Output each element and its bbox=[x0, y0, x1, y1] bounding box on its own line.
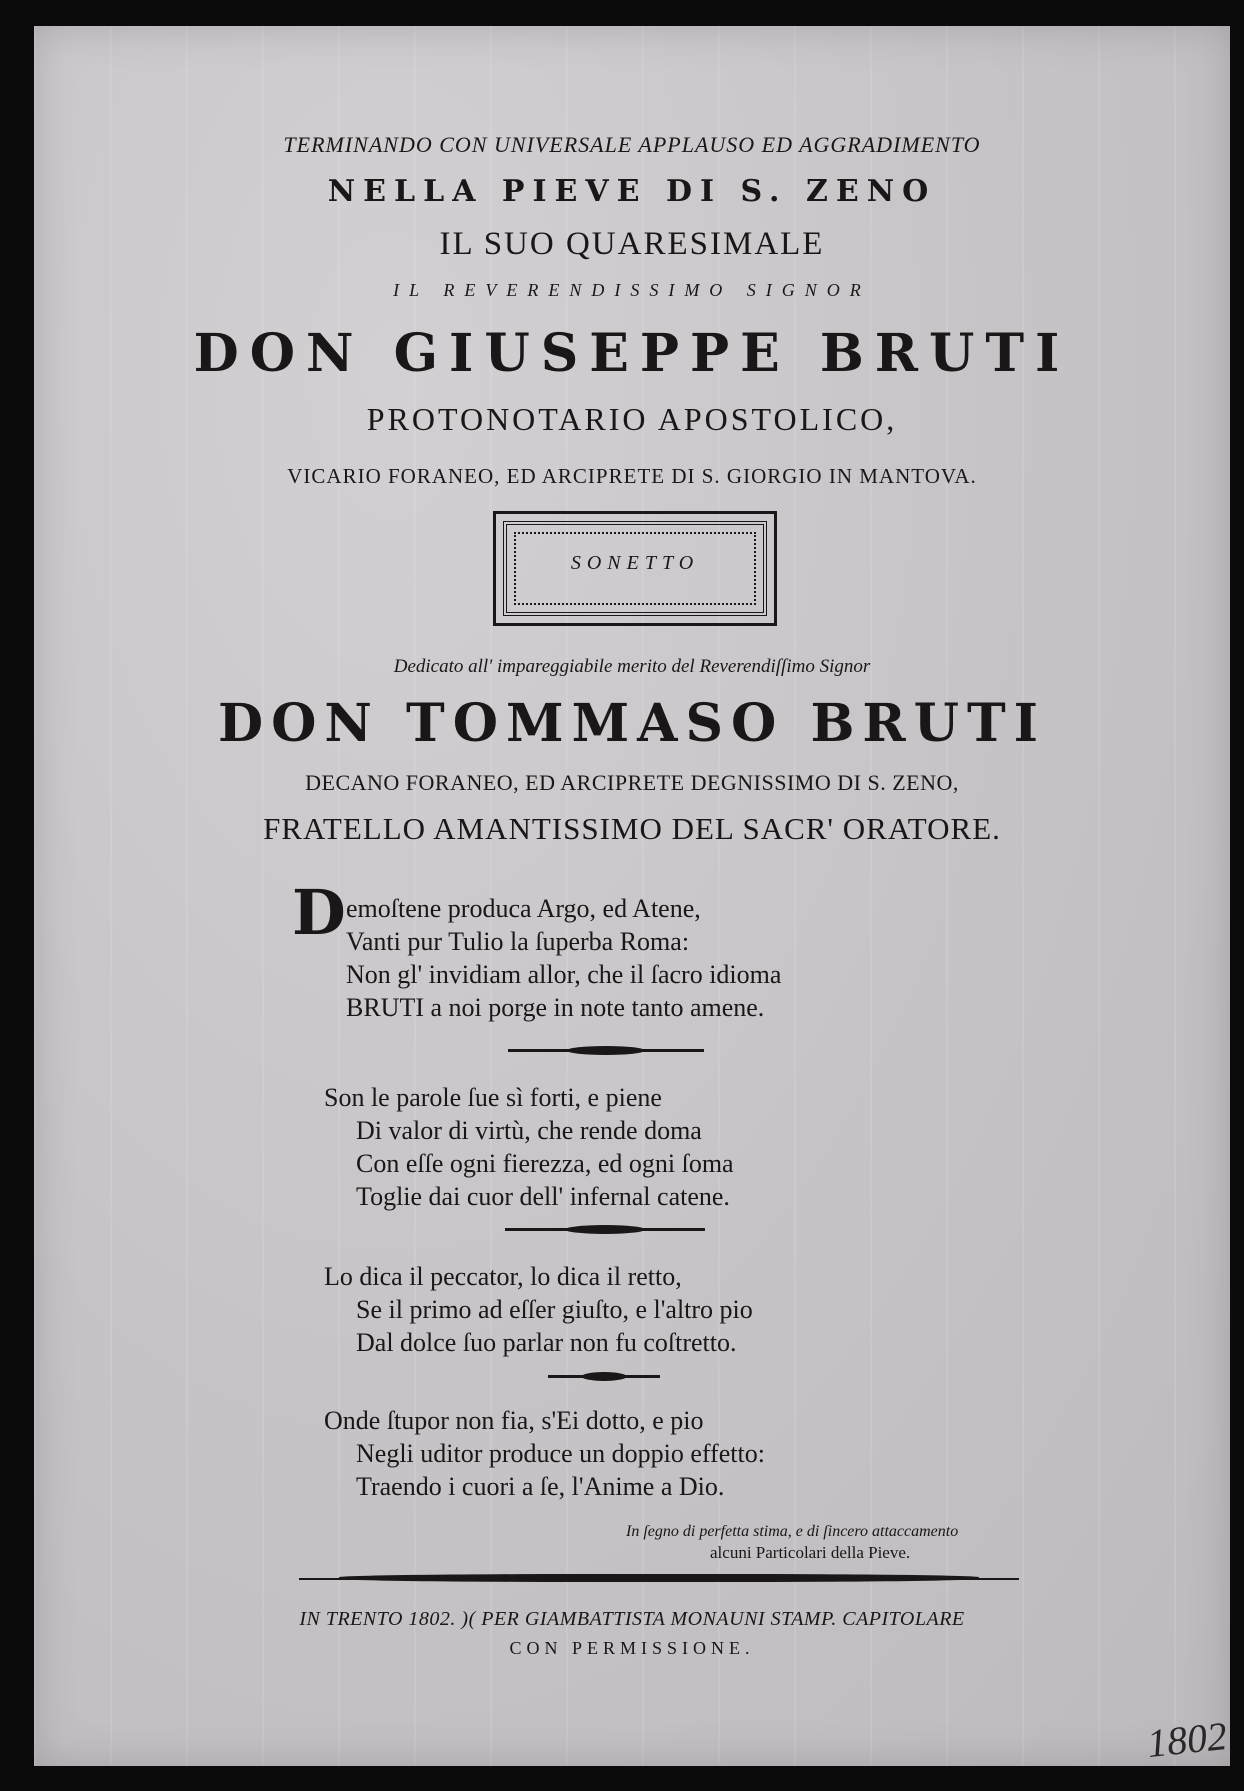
ornament-rule bbox=[505, 1228, 705, 1231]
verse-line: Lo dica il peccator, lo dica il retto, bbox=[324, 1262, 682, 1291]
dedication-line: Dedicato all' impareggiabile merito del Reverendiſſimo Signor bbox=[393, 656, 871, 677]
preacher-name: DON GIUSEPPE BRUTI bbox=[193, 323, 1071, 384]
verse-line: emoſtene produca Argo, ed Atene, bbox=[346, 894, 701, 923]
verse-line: Son le parole ſue sì forti, e piene bbox=[324, 1083, 662, 1112]
stanza-3 bbox=[324, 1260, 753, 1359]
imprint-line-2: CON PERMISSIONE. bbox=[509, 1638, 755, 1658]
broadside-sheet bbox=[34, 26, 1230, 1766]
verse-line: Di valor di virtù, che rende doma bbox=[356, 1116, 702, 1145]
dedicatee-title-2: FRATELLO AMANTISSIMO DEL SACR' ORATORE. bbox=[263, 811, 1001, 846]
sonetto-cartouche bbox=[493, 511, 777, 626]
header-line-4: IL REVERENDISSIMO SIGNOR bbox=[393, 280, 871, 300]
verse-line: BRUTI a noi porge in note tanto amene. bbox=[346, 993, 765, 1022]
imprint-rule bbox=[299, 1578, 1019, 1580]
verse-line: Onde ſtupor non fia, s'Ei dotto, e pio bbox=[324, 1406, 704, 1435]
stanza-1 bbox=[346, 892, 781, 1024]
verse-line: Negli uditor produce un doppio effetto: bbox=[356, 1439, 765, 1468]
dedicatee-title-1: DECANO FORANEO, ED ARCIPRETE DEGNISSIMO DI S. ZENO, bbox=[305, 770, 959, 795]
ornament-rule bbox=[548, 1375, 660, 1378]
verse-line: Dal dolce ſuo parlar non fu coſtretto. bbox=[356, 1328, 737, 1357]
handwritten-date: 1802 bbox=[1144, 1712, 1230, 1767]
sonetto-label: SONETTO bbox=[570, 552, 700, 574]
imprint-line-1: IN TRENTO 1802. )( PER GIAMBATTISTA MONAUNI STAMP. CAPITOLARE bbox=[299, 1608, 965, 1630]
header-line-1: TERMINANDO CON UNIVERSALE APPLAUSO ED AGGRADIMENTO bbox=[283, 132, 981, 157]
stanza-4 bbox=[324, 1404, 765, 1503]
header-line-2: NELLA PIEVE DI S. ZENO bbox=[327, 174, 937, 209]
signature-line-2: alcuni Particolari della Pieve. bbox=[710, 1543, 911, 1562]
verse-line: Se il primo ad eſſer giuſto, e l'altro pio bbox=[356, 1295, 753, 1324]
header-line-3: IL SUO QUARESIMALE bbox=[439, 226, 825, 262]
preacher-title-2: VICARIO FORANEO, ED ARCIPRETE DI S. GIORGIO IN MANTOVA. bbox=[287, 464, 977, 488]
verse-line: Toglie dai cuor dell' infernal catene. bbox=[356, 1182, 730, 1211]
signature-line-1: In ſegno di perfetta stima, e di ſincero attaccamento bbox=[626, 1523, 959, 1540]
verse-line: Vanti pur Tulio la ſuperba Roma: bbox=[346, 927, 690, 956]
verse-line: Traendo i cuori a ſe, l'Anime a Dio. bbox=[356, 1472, 725, 1501]
dedicatee-name: DON TOMMASO BRUTI bbox=[218, 693, 1046, 754]
preacher-title-1: PROTONOTARIO APOSTOLICO, bbox=[366, 401, 898, 437]
verse-line: Con eſſe ogni fierezza, ed ogni ſoma bbox=[356, 1149, 734, 1178]
verse-line: Non gl' invidiam allor, che il ſacro idioma bbox=[346, 960, 782, 989]
stanza-2 bbox=[324, 1081, 734, 1213]
drop-cap: D bbox=[292, 876, 346, 949]
ornament-rule bbox=[508, 1049, 704, 1052]
